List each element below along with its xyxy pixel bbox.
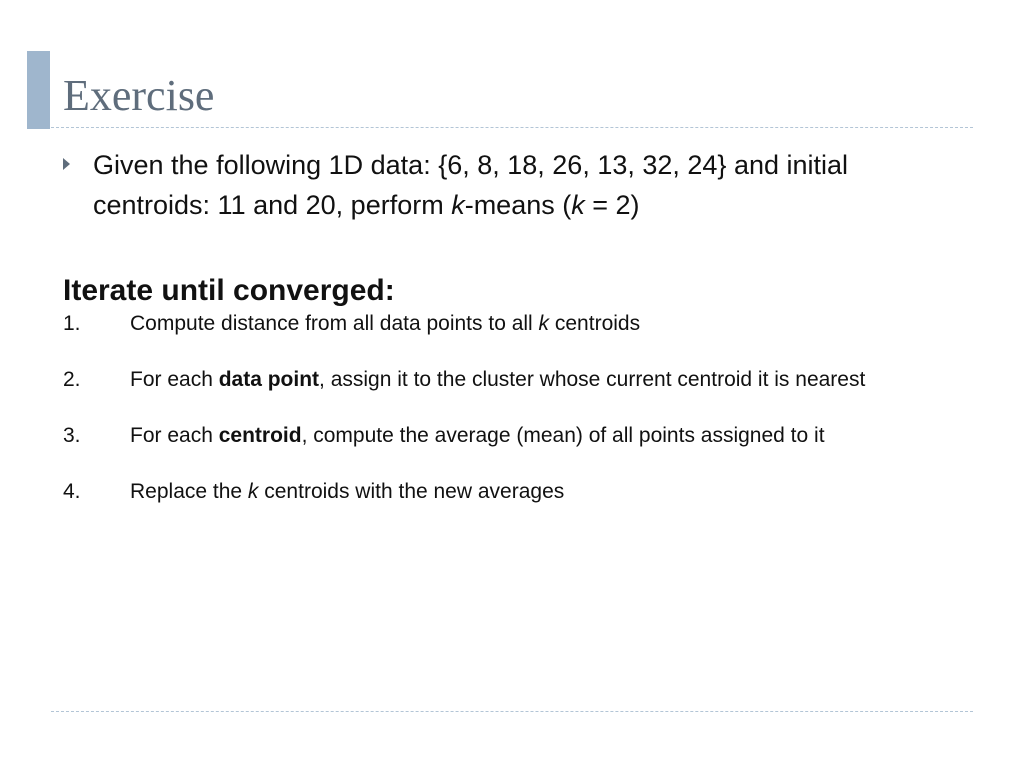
step-text-after: centroids <box>549 312 641 335</box>
bullet-item <box>63 145 953 225</box>
step-number: 4. <box>63 480 81 503</box>
step-text-after: , assign it to the cluster whose current centroid it is nearest <box>319 368 866 391</box>
iterate-heading: Iterate until converged: <box>63 274 395 307</box>
step-item-4 <box>63 478 963 505</box>
step-text: For each <box>130 424 219 447</box>
bullet-text-part1: Given the following 1D data: {6, 8, 18, 26, 13, 32, 24} and initial centroids: 11 and 20, perform <box>93 150 849 220</box>
bullet-arrow-icon <box>63 158 70 170</box>
step-item-2 <box>63 366 963 393</box>
step-text: Replace the <box>130 480 248 503</box>
steps-list <box>63 310 963 534</box>
bullet-k-italic-2: k <box>571 190 585 220</box>
step-text-after: , compute the average (mean) of all points assigned to it <box>301 424 825 447</box>
bullet-text-part2: -means ( <box>464 190 572 220</box>
bullet-k-italic: k <box>451 190 465 220</box>
step-number: 2. <box>63 368 81 391</box>
step-text: Compute distance from all data points to all <box>130 312 539 335</box>
step-number: 1. <box>63 312 81 335</box>
title-divider <box>51 127 973 128</box>
step-italic: k <box>538 312 550 335</box>
step-text-after: centroids with the new averages <box>258 480 565 503</box>
slide-title: Exercise <box>63 71 215 120</box>
step-bold: centroid <box>218 424 302 447</box>
footer-divider <box>51 711 973 712</box>
bullet-text <box>93 145 953 225</box>
step-item-1 <box>63 310 963 337</box>
step-italic: k <box>247 480 259 503</box>
step-bold: data point <box>218 368 320 391</box>
step-number: 3. <box>63 424 81 447</box>
title-accent-bar <box>27 51 50 129</box>
bullet-text-part3: = 2) <box>584 190 640 220</box>
step-text: For each <box>130 368 219 391</box>
step-item-3 <box>63 422 963 449</box>
